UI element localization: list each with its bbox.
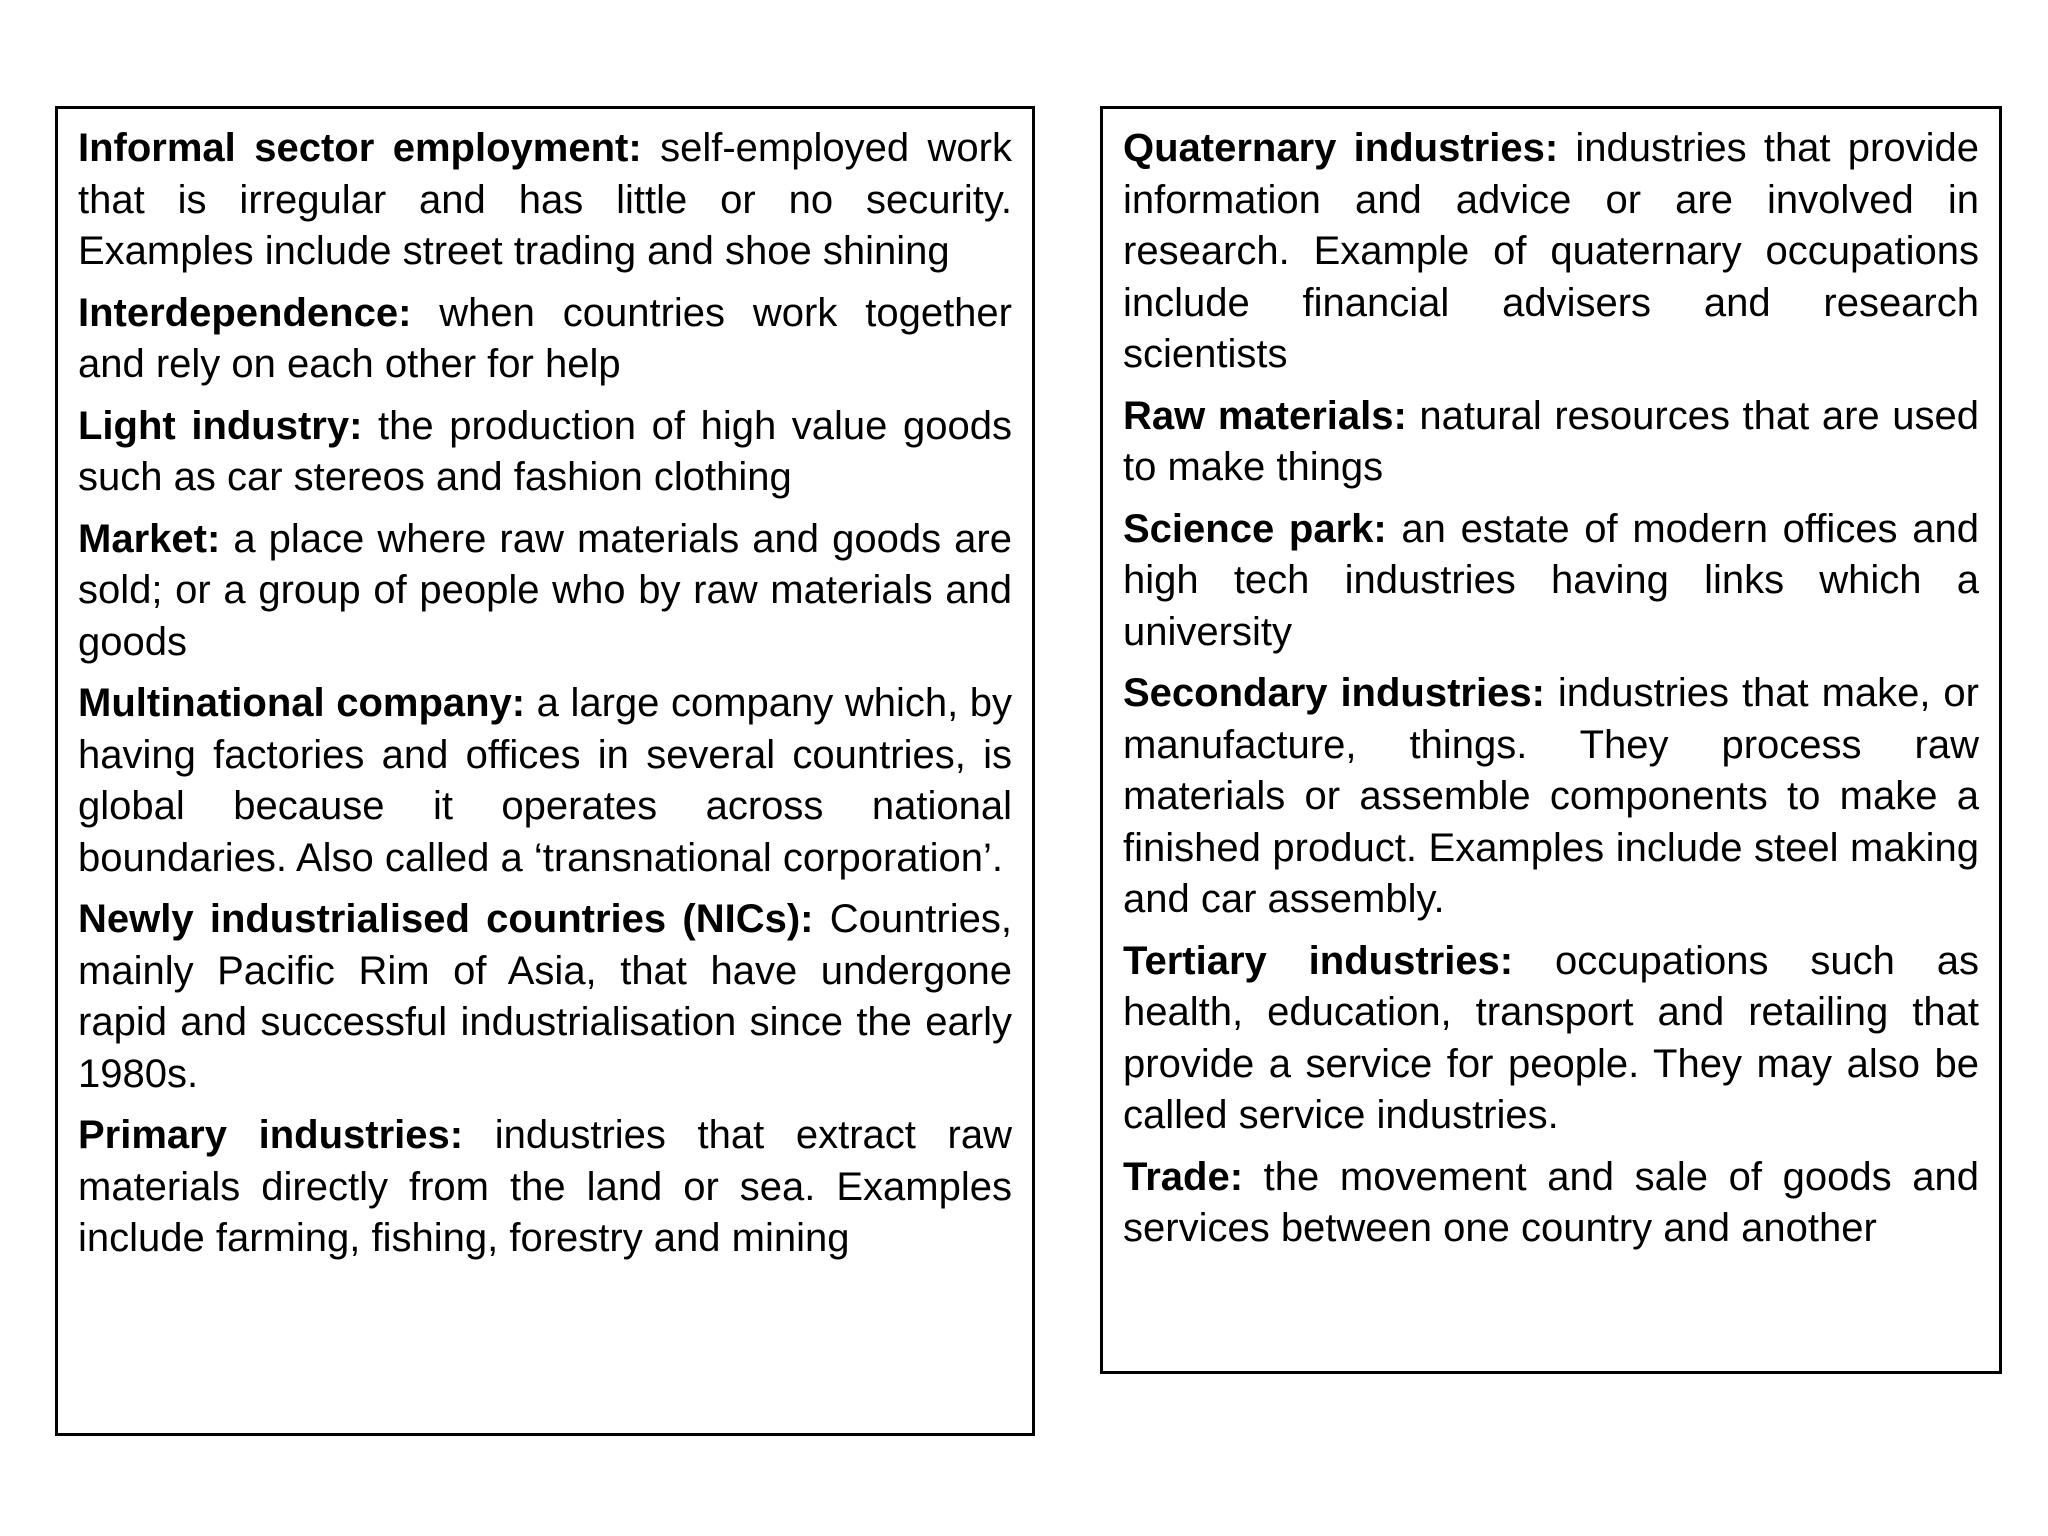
glossary-entry-primary-industries <box>78 1110 1012 1265</box>
glossary-definition: the movement and sale of goods and services between one country and another <box>1123 1154 1979 1250</box>
glossary-definition: natural resources that are used to make things <box>1123 393 1980 489</box>
glossary-entry-science-park <box>1123 504 1979 659</box>
glossary-definition: a place where raw materials and goods are sold; or a group of people who by raw materials and goods <box>78 516 1012 664</box>
glossary-term: Interdependence: <box>78 290 412 335</box>
glossary-term: Science park: <box>1123 506 1387 551</box>
glossary-entry-tertiary-industries <box>1123 936 1979 1142</box>
glossary-term: Quaternary industries: <box>1123 126 1559 170</box>
glossary-box-left <box>55 106 1035 1436</box>
glossary-box-right <box>1100 106 2002 1374</box>
glossary-term: Raw materials: <box>1123 393 1407 438</box>
glossary-entry-quaternary-industries <box>1123 123 1979 381</box>
glossary-entry-light-industry <box>78 401 1012 504</box>
glossary-term: Trade: <box>1123 1154 1244 1199</box>
glossary-entry-market <box>78 514 1012 669</box>
glossary-entry-multinational-company <box>78 678 1012 884</box>
glossary-term: Newly industrialised countries (NICs): <box>78 897 814 941</box>
glossary-definition: the production of high value goods such as car stereos and fashion clothing <box>78 403 1012 499</box>
glossary-definition: industries that provide information and advice or are involved in research. Example of quaternary occupations include financial advisers and research scientists <box>1123 126 1979 376</box>
glossary-term: Secondary industries: <box>1123 671 1545 715</box>
glossary-definition: self-employed work that is irregular and has little or no security. Examples include street trading and shoe shining <box>78 126 1012 273</box>
glossary-term: Light industry: <box>78 403 363 448</box>
glossary-definition: an estate of modern offices and high tech industries having links which a university <box>1123 506 1979 654</box>
glossary-entry-trade <box>1123 1152 1979 1255</box>
glossary-definition: when countries work together and rely on each other for help <box>78 290 1012 386</box>
glossary-term: Market: <box>78 516 221 561</box>
glossary-entry-interdependence <box>78 288 1012 391</box>
glossary-definition: occupations such as health, education, transport and retailing that provide a service for people. They may also be called service industries. <box>1123 938 1979 1137</box>
glossary-definition: a large company which, by having factories and offices in several countries, is global because it operates across national boundaries. Also called a ‘transnational corporation’. <box>78 681 1012 880</box>
glossary-term: Multinational company: <box>78 681 526 725</box>
glossary-term: Primary industries: <box>78 1113 464 1157</box>
glossary-entry-informal-sector-employment <box>78 123 1012 278</box>
glossary-entry-raw-materials <box>1123 391 1979 494</box>
glossary-definition: industries that extract raw materials directly from the land or sea. Examples include farming, fishing, forestry and mining <box>78 1113 1012 1260</box>
glossary-entry-newly-industrialised-countries <box>78 894 1012 1100</box>
glossary-term: Informal sector employment: <box>78 126 642 170</box>
glossary-definition: Countries, mainly Pacific Rim of Asia, that have undergone rapid and successful industrialisation since the early 1980s. <box>78 897 1012 1096</box>
glossary-term: Tertiary industries: <box>1123 938 1514 983</box>
glossary-definition: industries that make, or manufacture, things. They process raw materials or assemble components to make a finished product. Examples include steel making and car assembly. <box>1123 671 1979 921</box>
glossary-entry-secondary-industries <box>1123 668 1979 926</box>
